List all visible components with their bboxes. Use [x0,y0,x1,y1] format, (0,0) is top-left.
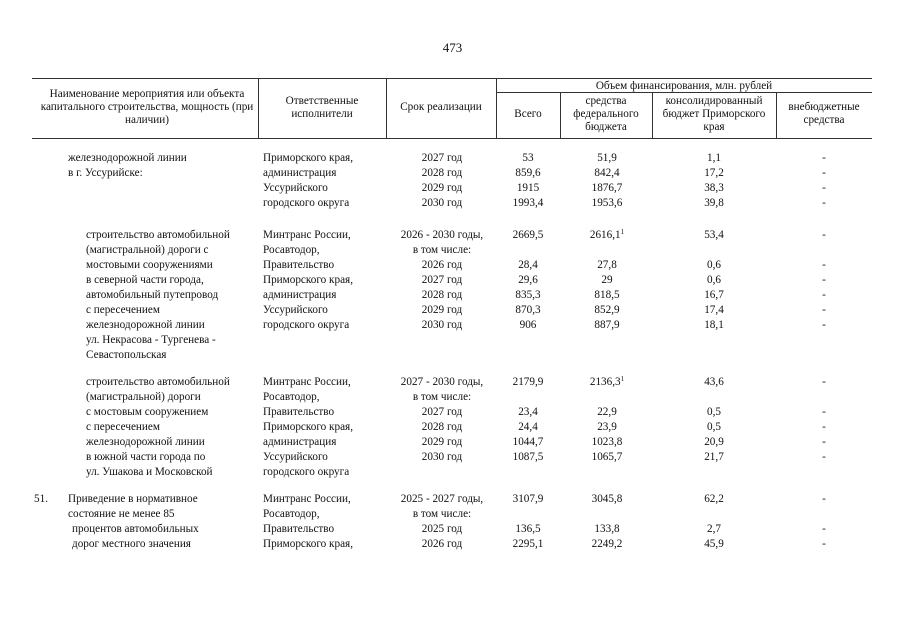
federal-value: 27,8 [597,259,617,271]
item-name-line: с пересечением [86,304,160,316]
extrabudget-value: - [822,274,826,286]
federal-value [562,375,652,390]
header-total: Всего [514,108,542,120]
regional-value: 62,2 [704,493,724,505]
header-divider [496,78,497,138]
item-number: 51. [34,493,48,505]
federal-value: 29 [601,274,613,286]
item-name-line: железнодорожной линии [86,436,205,448]
executor-line: Росавтодор, [263,508,320,520]
federal-value: 23,9 [597,421,617,433]
regional-value: 17,4 [704,304,724,316]
regional-value: 0,6 [707,259,721,271]
header-executors: Ответственные исполнители [285,95,359,120]
total-value: 1993,4 [512,197,544,209]
item-name-line: Приведение в нормативное [68,493,198,505]
extrabudget-value: - [822,493,826,505]
total-value: 835,3 [515,289,541,301]
extrabudget-value: - [822,182,826,194]
term-line: в том числе: [412,508,472,520]
total-value: 136,5 [515,523,541,535]
executor-line: Уссурийского [263,451,328,463]
term-line: 2028 год [421,421,463,433]
federal-value: 852,9 [594,304,620,316]
header-bottom-rule [32,138,872,139]
term-line: в том числе: [412,391,472,403]
executor-line: Уссурийского [263,304,328,316]
extrabudget-value: - [822,376,826,388]
term-line: 2027 год [421,406,463,418]
term-line: 2029 год [421,304,463,316]
executor-line: городского округа [263,466,350,478]
extrabudget-value: - [822,259,826,271]
federal-value: 842,4 [594,167,620,179]
total-value: 906 [519,319,537,331]
extrabudget-value: - [822,538,826,550]
item-name-line: Севастопольская [86,349,167,361]
header-divider [776,92,777,138]
item-name-line: с мостовым сооружением [86,406,209,418]
header-divider [560,92,561,138]
federal-value: 818,5 [594,289,620,301]
extrabudget-value: - [822,319,826,331]
item-name-line: ул. Некрасова - Тургенева - [86,334,216,346]
header-divider [652,92,653,138]
federal-value: 1065,7 [591,451,623,463]
term-line: 2030 год [421,319,463,331]
federal-value: 22,9 [597,406,617,418]
federal-value: 3045,8 [591,493,623,505]
item-name-line: (магистральной) дороги [86,391,201,403]
total-value: 29,6 [518,274,538,286]
regional-value: 20,9 [704,436,724,448]
executor-line: Минтранс России, [263,229,351,241]
total-value: 2669,5 [512,229,544,241]
term-line: 2027 год [421,152,463,164]
item-name-line: железнодорожной линии [86,319,205,331]
item-name-line: в г. Уссурийске: [68,167,143,179]
extrabudget-value: - [822,304,826,316]
term-line: 2026 год [421,538,463,550]
executor-line: Правительство [263,523,335,535]
executor-line: Приморского края, [263,538,353,550]
federal-value-number: 2136,3 [589,376,621,388]
term-line: 2027 год [421,274,463,286]
regional-value: 2,7 [707,523,721,535]
regional-value: 17,2 [704,167,724,179]
extrabudget-value: - [822,167,826,179]
regional-value: 0,6 [707,274,721,286]
regional-value: 16,7 [704,289,724,301]
term-line: 2027 - 2030 годы, [400,376,484,388]
federal-value-number: 2616,1 [589,229,621,241]
extrabudget-value: - [822,436,826,448]
term-line: 2025 год [421,523,463,535]
term-line: 2029 год [421,436,463,448]
item-name-line: ул. Ушакова и Московской [86,466,213,478]
extrabudget-value: - [822,523,826,535]
footnote-marker: 1 [620,375,625,383]
extrabudget-value: - [822,197,826,209]
executor-line: Росавтодор, [263,391,320,403]
regional-value: 39,8 [704,197,724,209]
federal-value: 51,9 [597,152,617,164]
term-line: 2025 - 2027 годы, [400,493,484,505]
executor-line: городского округа [263,319,350,331]
item-name-line: мостовыми сооружениями [86,259,213,271]
regional-value: 38,3 [704,182,724,194]
total-value: 859,6 [515,167,541,179]
item-name-line: состояние не менее 85 [68,508,175,520]
executor-line: Правительство [263,406,335,418]
item-name-line: автомобильный путепровод [86,289,219,301]
item-name-line: строительство автомобильной [86,229,230,241]
executor-line: Минтранс России, [263,493,351,505]
total-value: 870,3 [515,304,541,316]
extrabudget-value: - [822,451,826,463]
executor-line: Уссурийского [263,182,328,194]
term-line: 2030 год [421,197,463,209]
header-name: Наименование мероприятия или объекта капитального строительства, мощность (при наличии) [40,88,254,126]
header-divider [258,78,259,138]
total-value: 1087,5 [512,451,544,463]
header-federal: средства федерального бюджета [573,95,639,133]
federal-value: 2249,2 [591,538,623,550]
header-term: Срок реализации [400,101,482,113]
executor-line: администрация [263,167,337,179]
total-value: 1915 [516,182,540,194]
page-number: 473 [442,40,463,55]
federal-value: 133,8 [594,523,620,535]
executor-line: городского округа [263,197,350,209]
header-top-rule [32,78,872,79]
total-value: 23,4 [518,406,538,418]
total-value: 1044,7 [512,436,544,448]
regional-value: 21,7 [704,451,724,463]
federal-value [562,228,652,243]
total-value: 53 [522,152,534,164]
term-line: 2026 - 2030 годы, [400,229,484,241]
term-line: 2028 год [421,167,463,179]
regional-value: 0,5 [707,421,721,433]
term-line: 2028 год [421,289,463,301]
header-divider [386,78,387,138]
regional-value: 45,9 [704,538,724,550]
extrabudget-value: - [822,421,826,433]
executor-line: Правительство [263,259,335,271]
item-name-line: в северной части города, [86,274,204,286]
header-extrabudget: внебюджетные средства [788,101,860,126]
item-name-line: железнодорожной линии [68,152,187,164]
footnote-marker: 1 [620,228,625,236]
item-name-line: строительство автомобильной [86,376,230,388]
executor-line: Росавтодор, [263,244,320,256]
executor-line: администрация [263,289,337,301]
regional-value: 1,1 [707,152,721,164]
executor-line: Минтранс России, [263,376,351,388]
item-name-line: (магистральной) дороги с [86,244,209,256]
term-line: 2026 год [421,259,463,271]
regional-value: 43,6 [704,376,724,388]
term-line: 2029 год [421,182,463,194]
regional-value: 18,1 [704,319,724,331]
item-name-line: в южной части города по [86,451,206,463]
extrabudget-value: - [822,289,826,301]
term-line: 2030 год [421,451,463,463]
federal-value: 1876,7 [591,182,623,194]
extrabudget-value: - [822,406,826,418]
total-value: 2295,1 [512,538,544,550]
header-regional: консолидированный бюджет Приморского края [662,95,766,133]
item-name-line: процентов автомобильных [72,523,199,535]
executor-line: Приморского края, [263,421,353,433]
federal-value: 1023,8 [591,436,623,448]
total-value: 24,4 [518,421,538,433]
total-value: 3107,9 [512,493,544,505]
item-name-line: дорог местного значения [72,538,191,550]
item-name-line: с пересечением [86,421,160,433]
total-value: 28,4 [518,259,538,271]
extrabudget-value: - [822,229,826,241]
extrabudget-value: - [822,152,826,164]
term-line: в том числе: [412,244,472,256]
regional-value: 0,5 [707,406,721,418]
total-value: 2179,9 [512,376,544,388]
executor-line: администрация [263,436,337,448]
header-financing: Объем финансирования, млн. рублей [595,80,773,92]
federal-value: 887,9 [594,319,620,331]
federal-value: 1953,6 [591,197,623,209]
executor-line: Приморского края, [263,274,353,286]
executor-line: Приморского края, [263,152,353,164]
regional-value: 53,4 [704,229,724,241]
